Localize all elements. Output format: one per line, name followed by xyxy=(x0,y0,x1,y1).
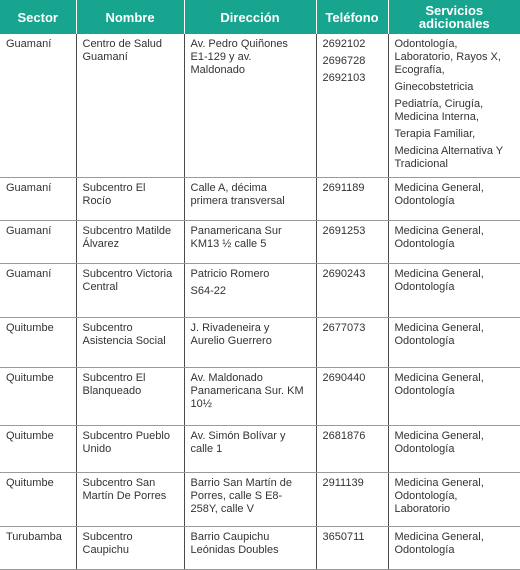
cell-line: Panamericana Sur. KM xyxy=(190,384,304,397)
cell-line: Guamaní xyxy=(82,51,128,63)
cell-line: Laboratorio, Rayos X, xyxy=(394,51,501,63)
cell-sector xyxy=(0,367,76,425)
cell-servicios xyxy=(388,317,520,367)
table-row xyxy=(0,472,520,526)
cell-line: 2692102 xyxy=(322,38,366,50)
cell-line: 2681876 xyxy=(322,429,366,442)
cell-line: 258Y, calle V xyxy=(190,502,254,515)
cell-line: 2677073 xyxy=(322,321,366,334)
cell-line: 2911139 xyxy=(322,476,364,489)
cell-direccion xyxy=(184,177,316,220)
table-row xyxy=(0,425,520,472)
cell-direccion xyxy=(184,220,316,263)
cell-nombre xyxy=(76,220,184,263)
cell-line: calle 1 xyxy=(190,442,223,455)
cell-line: 2692103 xyxy=(322,72,366,84)
table-row xyxy=(0,177,520,220)
cell-line: Subcentro San xyxy=(82,476,156,489)
cell-line: Odontología xyxy=(394,442,455,455)
cell-servicios xyxy=(388,34,520,177)
cell-line: Álvarez xyxy=(82,237,120,250)
cell-telefono xyxy=(316,220,388,263)
cell-line: Subcentro El xyxy=(82,181,146,194)
table-row xyxy=(0,317,520,367)
table-row xyxy=(0,367,520,425)
cell-line: S64-22 xyxy=(190,284,226,297)
cell-line: Medicina General, xyxy=(394,181,484,194)
cell-line: Subcentro xyxy=(82,530,133,543)
cell-servicios xyxy=(388,472,520,526)
cell-line: Centro de Salud xyxy=(82,38,162,50)
cell-line: Ginecobstetricia xyxy=(394,81,474,93)
cell-line: Porres, calle S E8- xyxy=(190,489,283,502)
cell-line: KM13 ½ calle 5 xyxy=(190,237,267,250)
cell-line: Ecografía, xyxy=(394,64,445,76)
cell-line: Panamericana Sur xyxy=(190,224,282,237)
cell-line: 2690243 xyxy=(322,267,366,280)
cell-line: Barrio San Martín de xyxy=(190,476,292,489)
cell-line: Medicina Alternativa Y xyxy=(394,145,504,157)
cell-line: Subcentro xyxy=(82,321,133,334)
cell-line: Odontología xyxy=(394,194,455,207)
cell-line: Medicina General, xyxy=(394,224,484,237)
cell-line: Av. Maldonado xyxy=(190,371,263,384)
cell-nombre xyxy=(76,34,184,177)
cell-line: Odontología, xyxy=(394,38,458,50)
cell-direccion xyxy=(184,526,316,569)
cell-line: primera transversal xyxy=(190,194,285,207)
cell-telefono xyxy=(316,367,388,425)
cell-line: Odontología xyxy=(394,334,455,347)
cell-line: Central xyxy=(82,280,118,293)
cell-direccion xyxy=(184,472,316,526)
cell-line: Laboratorio xyxy=(394,502,451,515)
cell-line: Barrio Caupichu xyxy=(190,530,270,543)
cell-nombre xyxy=(76,317,184,367)
cell-line: Medicina General, xyxy=(394,429,484,442)
cell-servicios xyxy=(388,367,520,425)
cell-sector xyxy=(0,263,76,317)
cell-telefono xyxy=(316,317,388,367)
cell-text: Guamaní xyxy=(6,38,52,50)
table-row xyxy=(0,263,520,317)
cell-line: Odontología xyxy=(394,543,455,556)
cell-direccion xyxy=(184,317,316,367)
cell-line: Odontología xyxy=(394,280,455,293)
cell-line: Medicina General, xyxy=(394,530,484,543)
cell-nombre xyxy=(76,177,184,220)
cell-servicios xyxy=(388,263,520,317)
cell-line: E1-129 y av. xyxy=(190,51,252,63)
cell-direccion xyxy=(184,34,316,177)
cell-line: Terapia Familiar, xyxy=(394,128,476,140)
cell-line: Medicina Interna, xyxy=(394,111,479,123)
header-sector: Sector xyxy=(0,0,76,34)
cell-servicios xyxy=(388,425,520,472)
cell-sector xyxy=(0,472,76,526)
cell-line: Av. Pedro Quiñones xyxy=(190,38,288,50)
cell-text: Quitumbe xyxy=(6,371,54,384)
cell-line: Medicina General, xyxy=(394,476,484,489)
cell-text: Guamaní xyxy=(6,181,52,194)
cell-line: Subcentro Matilde xyxy=(82,224,172,237)
cell-line: Maldonado xyxy=(190,64,245,76)
cell-direccion xyxy=(184,367,316,425)
cell-telefono xyxy=(316,526,388,569)
header-direccion: Dirección xyxy=(184,0,316,34)
cell-line: Martín De Porres xyxy=(82,489,167,502)
cell-sector xyxy=(0,177,76,220)
cell-line: Odontología xyxy=(394,237,455,250)
cell-servicios xyxy=(388,526,520,569)
cell-line: Odontología, xyxy=(394,489,458,502)
cell-servicios xyxy=(388,220,520,263)
cell-line: 2696728 xyxy=(322,55,366,67)
cell-nombre xyxy=(76,472,184,526)
header-servicios: Servicios adicionales xyxy=(388,0,520,34)
cell-direccion xyxy=(184,425,316,472)
cell-sector xyxy=(0,526,76,569)
cell-line: Subcentro Pueblo xyxy=(82,429,170,442)
cell-nombre xyxy=(76,263,184,317)
cell-line: Subcentro El xyxy=(82,371,146,384)
cell-telefono xyxy=(316,34,388,177)
cell-line: Medicina General, xyxy=(394,321,484,334)
cell-sector xyxy=(0,34,76,177)
cell-line: Rocío xyxy=(82,194,112,207)
table-header-row xyxy=(0,0,520,34)
cell-servicios xyxy=(388,177,520,220)
cell-line: 2691189 xyxy=(322,181,365,194)
cell-text: Quitumbe xyxy=(6,429,54,442)
cell-line: 2690440 xyxy=(322,371,366,384)
cell-line: Caupichu xyxy=(82,543,129,556)
cell-text: Quitumbe xyxy=(6,321,54,334)
cell-line: 3650711 xyxy=(322,530,365,543)
cell-direccion xyxy=(184,263,316,317)
cell-sector xyxy=(0,425,76,472)
cell-telefono xyxy=(316,425,388,472)
cell-line: Calle A, décima xyxy=(190,181,267,194)
table-row xyxy=(0,34,520,177)
cell-telefono xyxy=(316,263,388,317)
cell-text: Guamaní xyxy=(6,267,52,280)
cell-line: Asistencia Social xyxy=(82,334,166,347)
cell-line: Odontología xyxy=(394,384,455,397)
cell-sector xyxy=(0,317,76,367)
cell-line: Tradicional xyxy=(394,158,448,170)
cell-text: Turubamba xyxy=(6,530,62,543)
cell-nombre xyxy=(76,367,184,425)
cell-line: Unido xyxy=(82,442,112,455)
table-row xyxy=(0,220,520,263)
cell-line: 10½ xyxy=(190,397,212,410)
cell-line: J. Rivadeneira y xyxy=(190,321,270,334)
cell-line: 2691253 xyxy=(322,224,366,237)
cell-sector xyxy=(0,220,76,263)
cell-text: Guamaní xyxy=(6,224,52,237)
cell-text: Quitumbe xyxy=(6,476,54,489)
cell-line: Av. Simón Bolívar y xyxy=(190,429,286,442)
cell-line: Pediatría, Cirugía, xyxy=(394,98,484,110)
cell-telefono xyxy=(316,177,388,220)
cell-line: Medicina General, xyxy=(394,267,484,280)
header-telefono: Teléfono xyxy=(316,0,388,34)
table-row xyxy=(0,526,520,569)
cell-nombre xyxy=(76,425,184,472)
cell-line: Blanqueado xyxy=(82,384,142,397)
cell-line: Medicina General, xyxy=(394,371,484,384)
cell-line: Leónidas Doubles xyxy=(190,543,279,556)
cell-line: Subcentro Victoria xyxy=(82,267,173,280)
header-nombre: Nombre xyxy=(76,0,184,34)
cell-telefono xyxy=(316,472,388,526)
cell-line: Aurelio Guerrero xyxy=(190,334,272,347)
cell-line: Patricio Romero xyxy=(190,267,270,280)
cell-nombre xyxy=(76,526,184,569)
